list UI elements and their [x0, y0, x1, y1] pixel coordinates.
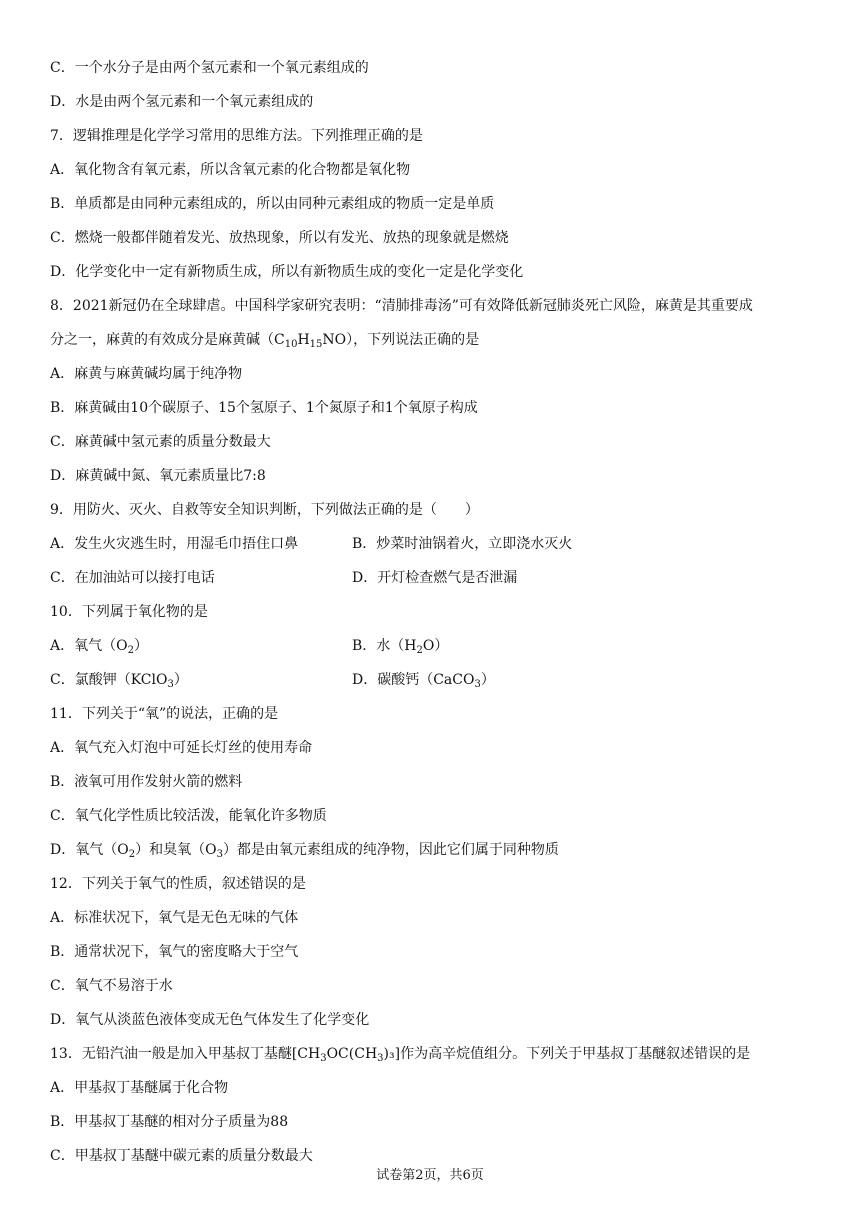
q13-stem: 13．无铅汽油一般是加入甲基叔丁基醚$[CH_3OC(CH_3)_3]$作为高辛烷值组分。下列关于甲基叔丁基醚叙述错误的是	[50, 1046, 751, 1064]
q11-option-d: D．氧气$(O_2)$和臭氧$(O_3)$都是由氧元素组成的纯净物，因此它们属于同种物质	[50, 842, 559, 860]
q11-stem: 11．下列关于“氧”的说法，正确的是	[50, 706, 279, 722]
q13-option-c: C．甲基叔丁基醚中碳元素的质量分数最大	[50, 1148, 313, 1164]
q6-option-d: D．水是由两个氢元素和一个氧元素组成的	[50, 94, 314, 110]
q13-option-a: A．甲基叔丁基醚属于化合物	[50, 1080, 229, 1096]
q11-option-c: C．氧气化学性质比较活泼，能氧化许多物质	[50, 808, 327, 824]
q9-option-d: D．开灯检查燃气是否泄漏	[352, 570, 518, 586]
q10-option-b: B．水$(H_2O)$	[352, 638, 449, 656]
q11-option-a: A．氧气充入灯泡中可延长灯丝的使用寿命	[50, 740, 313, 756]
q9-option-b: B．炒菜时油锅着火，立即浇水灭火	[352, 536, 573, 552]
q9-option-c: C．在加油站可以接打电话	[50, 570, 215, 586]
q12-option-d: D．氧气从淡蓝色液体变成无色气体发生了化学变化	[50, 1012, 370, 1028]
q10-option-c: C．氯酸钾（KClO$_3$）	[50, 672, 188, 690]
q8-option-d: D．麻黄碱中氮、氧元素质量比7:8	[50, 468, 266, 484]
q7-option-a: A．氧化物含有氧元素，所以含氧元素的化合物都是氧化物	[50, 162, 411, 178]
q7-option-d: D．化学变化中一定有新物质生成，所以有新物质生成的变化一定是化学变化	[50, 264, 524, 280]
q10-option-a: A．氧气$(O_2)$	[50, 638, 148, 656]
q7-option-b: B．单质都是由同种元素组成的，所以由同种元素组成的物质一定是单质	[50, 196, 495, 212]
q8-option-b: B．麻黄碱由10个碳原子、15个氢原子、1个氮原子和1个氧原子构成	[50, 400, 478, 416]
q9-options-cd	[50, 568, 820, 588]
q9-stem: 9．用防火、灭火、自救等安全知识判断，下列做法正确的是（ ）	[50, 502, 479, 518]
q9-option-a: A．发生火灾逃生时，用湿毛巾捂住口鼻	[50, 536, 299, 552]
q7-option-c: C．燃烧一般都伴随着发光、放热现象，所以有发光、放热的现象就是燃烧	[50, 230, 509, 246]
q10-options-cd	[50, 670, 820, 690]
q8-option-a: A．麻黄与麻黄碱均属于纯净物	[50, 366, 243, 382]
q12-option-a: A．标准状况下，氧气是无色无味的气体	[50, 910, 299, 926]
page-footer: 试卷第2页，共6页	[376, 1168, 484, 1183]
q8-stem-continued: 分之一，麻黄的有效成分是麻黄碱$(C_{10}H_{15}NO)$，下列说法正确的是	[50, 332, 480, 350]
q12-stem: 12．下列关于氧气的性质，叙述错误的是	[50, 876, 306, 892]
q12-option-b: B．通常状况下，氧气的密度略大于空气	[50, 944, 299, 960]
q10-stem: 10．下列属于氧化物的是	[50, 604, 208, 620]
q8-option-c: C．麻黄碱中氢元素的质量分数最大	[50, 434, 271, 450]
q10-options-ab	[50, 636, 820, 656]
q10-option-d: D．碳酸钙（CaCO$_3$）	[352, 672, 495, 690]
q8-stem: 8．2021新冠仍在全球肆虐。中国科学家研究表明：“清肺排毒汤”可有效降低新冠肺炎死亡风险，麻黄是其重要成	[50, 298, 753, 314]
q12-option-c: C．氧气不易溶于水	[50, 978, 173, 994]
q13-option-b: B．甲基叔丁基醚的相对分子质量为88	[50, 1114, 289, 1130]
q9-options-ab	[50, 534, 820, 554]
q6-option-c: C．一个水分子是由两个氢元素和一个氧元素组成的	[50, 60, 369, 76]
q7-stem: 7．逻辑推理是化学学习常用的思维方法。下列推理正确的是	[50, 128, 423, 144]
q11-option-b: B．液氧可用作发射火箭的燃料	[50, 774, 243, 790]
